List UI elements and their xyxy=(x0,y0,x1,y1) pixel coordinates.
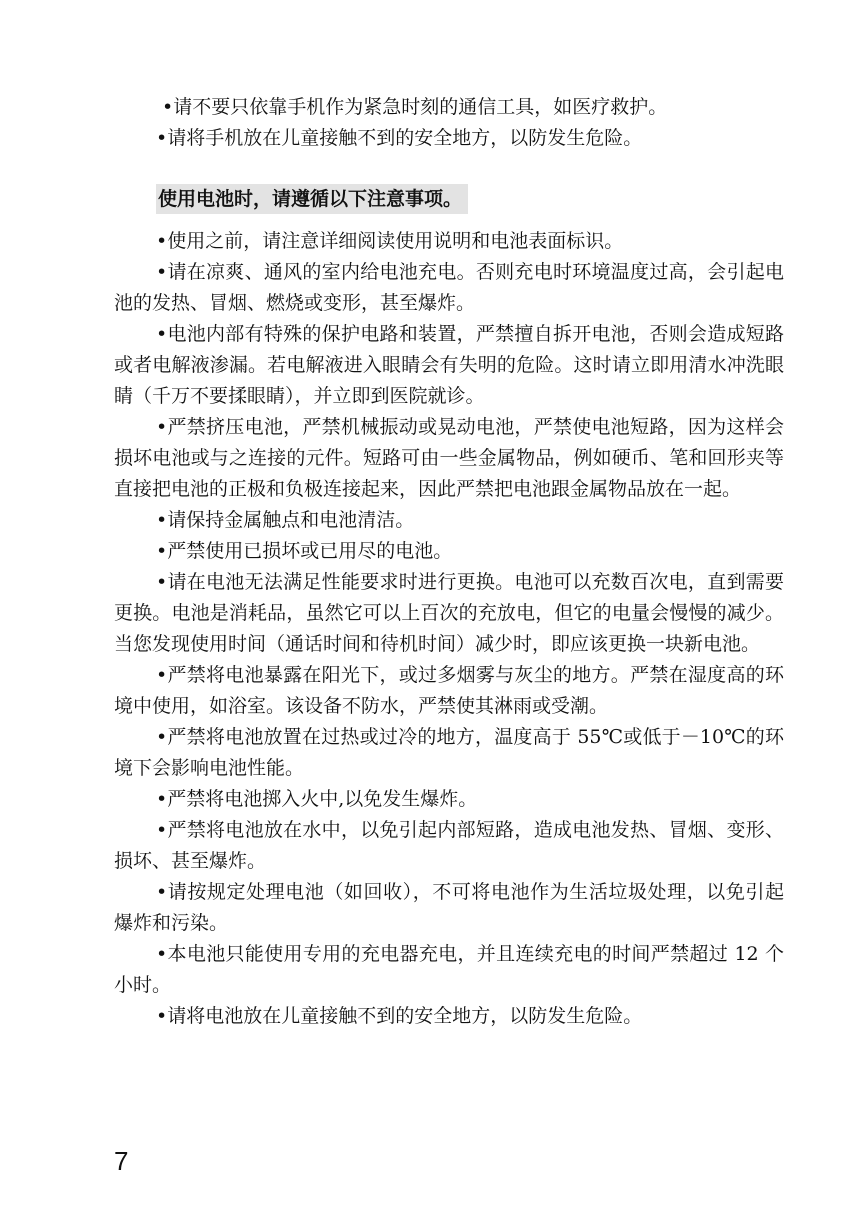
battery-item: •严禁将电池掷入火中,以免发生爆炸。 xyxy=(156,788,478,810)
top-safety-list xyxy=(114,92,784,154)
battery-item: •请在电池无法满足性能要求时进行更换。电池可以充数百次电，直到需要更换。电池是消耗品，虽然它可以上百次的充放电，但它的电量会慢慢的减少。当您发现使用时间（通话时间和待机时间）减少时，即应该更换一块新电池。 xyxy=(114,571,784,655)
battery-item: •电池内部有特殊的保护电路和装置，严禁擅自拆开电池，否则会造成短路或者电解液渗漏。若电解液进入眼睛会有失明的危险。这时请立即用清水冲洗眼睛（千万不要揉眼睛），并立即到医院就诊。 xyxy=(114,323,784,407)
battery-precautions-list xyxy=(114,226,784,1032)
section-heading-wrap xyxy=(156,184,784,214)
battery-item: •请在凉爽、通风的室内给电池充电。否则充电时环境温度过高，会引起电池的发热、冒烟、燃烧或变形，甚至爆炸。 xyxy=(114,261,784,314)
safety-item: •请将手机放在儿童接触不到的安全地方，以防发生危险。 xyxy=(156,127,643,149)
battery-item: •请保持金属触点和电池清洁。 xyxy=(156,509,415,531)
battery-item: •严禁将电池放在水中，以免引起内部短路，造成电池发热、冒烟、变形、损坏、甚至爆炸。 xyxy=(114,819,784,872)
battery-item: •严禁使用已损坏或已用尽的电池。 xyxy=(156,540,453,562)
battery-item: •严禁将电池放置在过热或过冷的地方，温度高于 55℃或低于－10℃的环境下会影响电池性能。 xyxy=(114,726,784,779)
battery-item: •严禁挤压电池，严禁机械振动或晃动电池，严禁使电池短路，因为这样会损坏电池或与之连接的元件。短路可由一些金属物品，例如硬币、笔和回形夹等直接把电池的正极和负极连接起来，因此严禁把电池跟金属物品放在一起。 xyxy=(114,416,784,500)
battery-item: •严禁将电池暴露在阳光下，或过多烟雾与灰尘的地方。严禁在湿度高的环境中使用，如浴室。该设备不防水，严禁使其淋雨或受潮。 xyxy=(114,664,784,717)
battery-item: •请按规定处理电池（如回收），不可将电池作为生活垃圾处理，以免引起爆炸和污染。 xyxy=(114,881,784,934)
document-page xyxy=(114,92,784,1032)
spacer xyxy=(114,154,784,184)
battery-item: •本电池只能使用专用的充电器充电，并且连续充电的时间严禁超过 12 个小时。 xyxy=(114,943,784,996)
safety-item: •请不要只依靠手机作为紧急时刻的通信工具，如医疗救护。 xyxy=(162,96,668,118)
section-heading: 使用电池时，请遵循以下注意事项。 xyxy=(156,184,468,214)
battery-item: •使用之前，请注意详细阅读使用说明和电池表面标识。 xyxy=(156,230,624,252)
page-number: 7 xyxy=(114,1146,129,1176)
battery-item: •请将电池放在儿童接触不到的安全地方，以防发生危险。 xyxy=(156,1005,643,1027)
